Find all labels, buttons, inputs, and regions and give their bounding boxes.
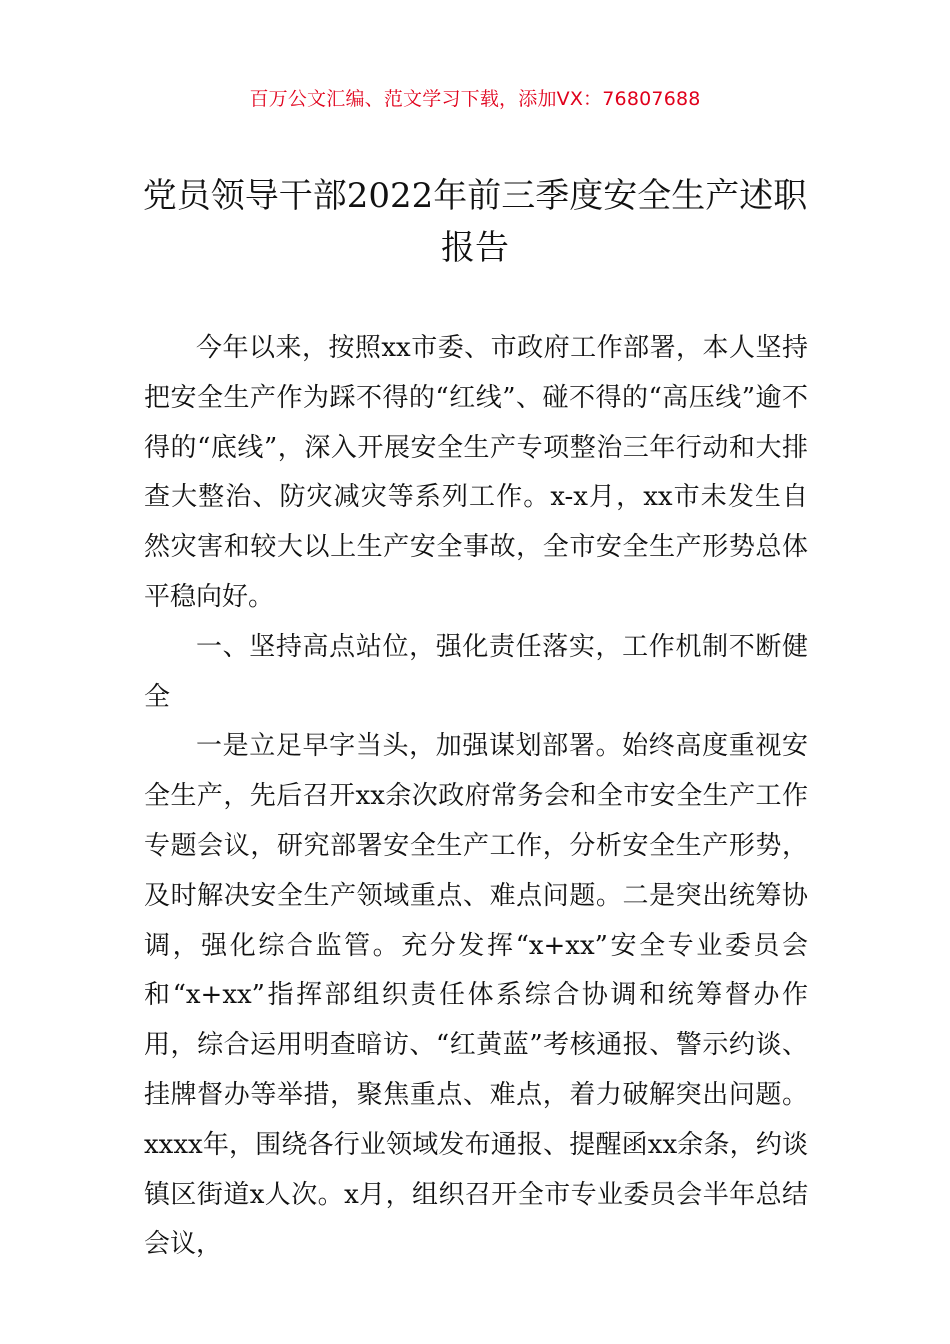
section-heading: 一、坚持高点站位，强化责任落实，工作机制不断健全 <box>144 631 808 712</box>
document-body <box>144 324 808 1270</box>
body-paragraph: 一是立足早字当头，加强谋划部署。始终高度重视安全生产，先后召开xx余次政府常务会和全市安全生产工作专题会议，研究部署安全生产工作，分析安全生产形势，及时解决安全生产领域重点、难点问题。二是突出统筹协调，强化综合监管。充分发挥“x+xx”安全专业委员会和“x+xx”指挥部组织责任体系综合协调和统筹督办作用，综合运用明查暗访、“红黄蓝”考核通报、警示约谈、挂牌督办等举措，聚焦重点、难点，着力破解突出问题。xxxx年，围绕各行业领域发布通报、提醒函xx余条，约谈镇区街道x人次。x月，组织召开全市专业委员会半年总结会议， <box>144 731 808 1260</box>
promo-banner: 百万公文汇编、范文学习下载，添加VX：76807688 <box>249 88 701 110</box>
document-title: 党员领导干部2022年前三季度安全生产述职报告 <box>142 176 808 268</box>
intro-paragraph: 今年以来，按照xx市委、市政府工作部署，本人坚持把安全生产作为踩不得的“红线”、碰不得的“高压线”逾不得的“底线”，深入开展安全生产专项整治三年行动和大排查大整治、防灾减灾等系列工作。x-x月，xx市未发生自然灾害和较大以上生产安全事故，全市安全生产形势总体平稳向好。 <box>144 333 808 612</box>
